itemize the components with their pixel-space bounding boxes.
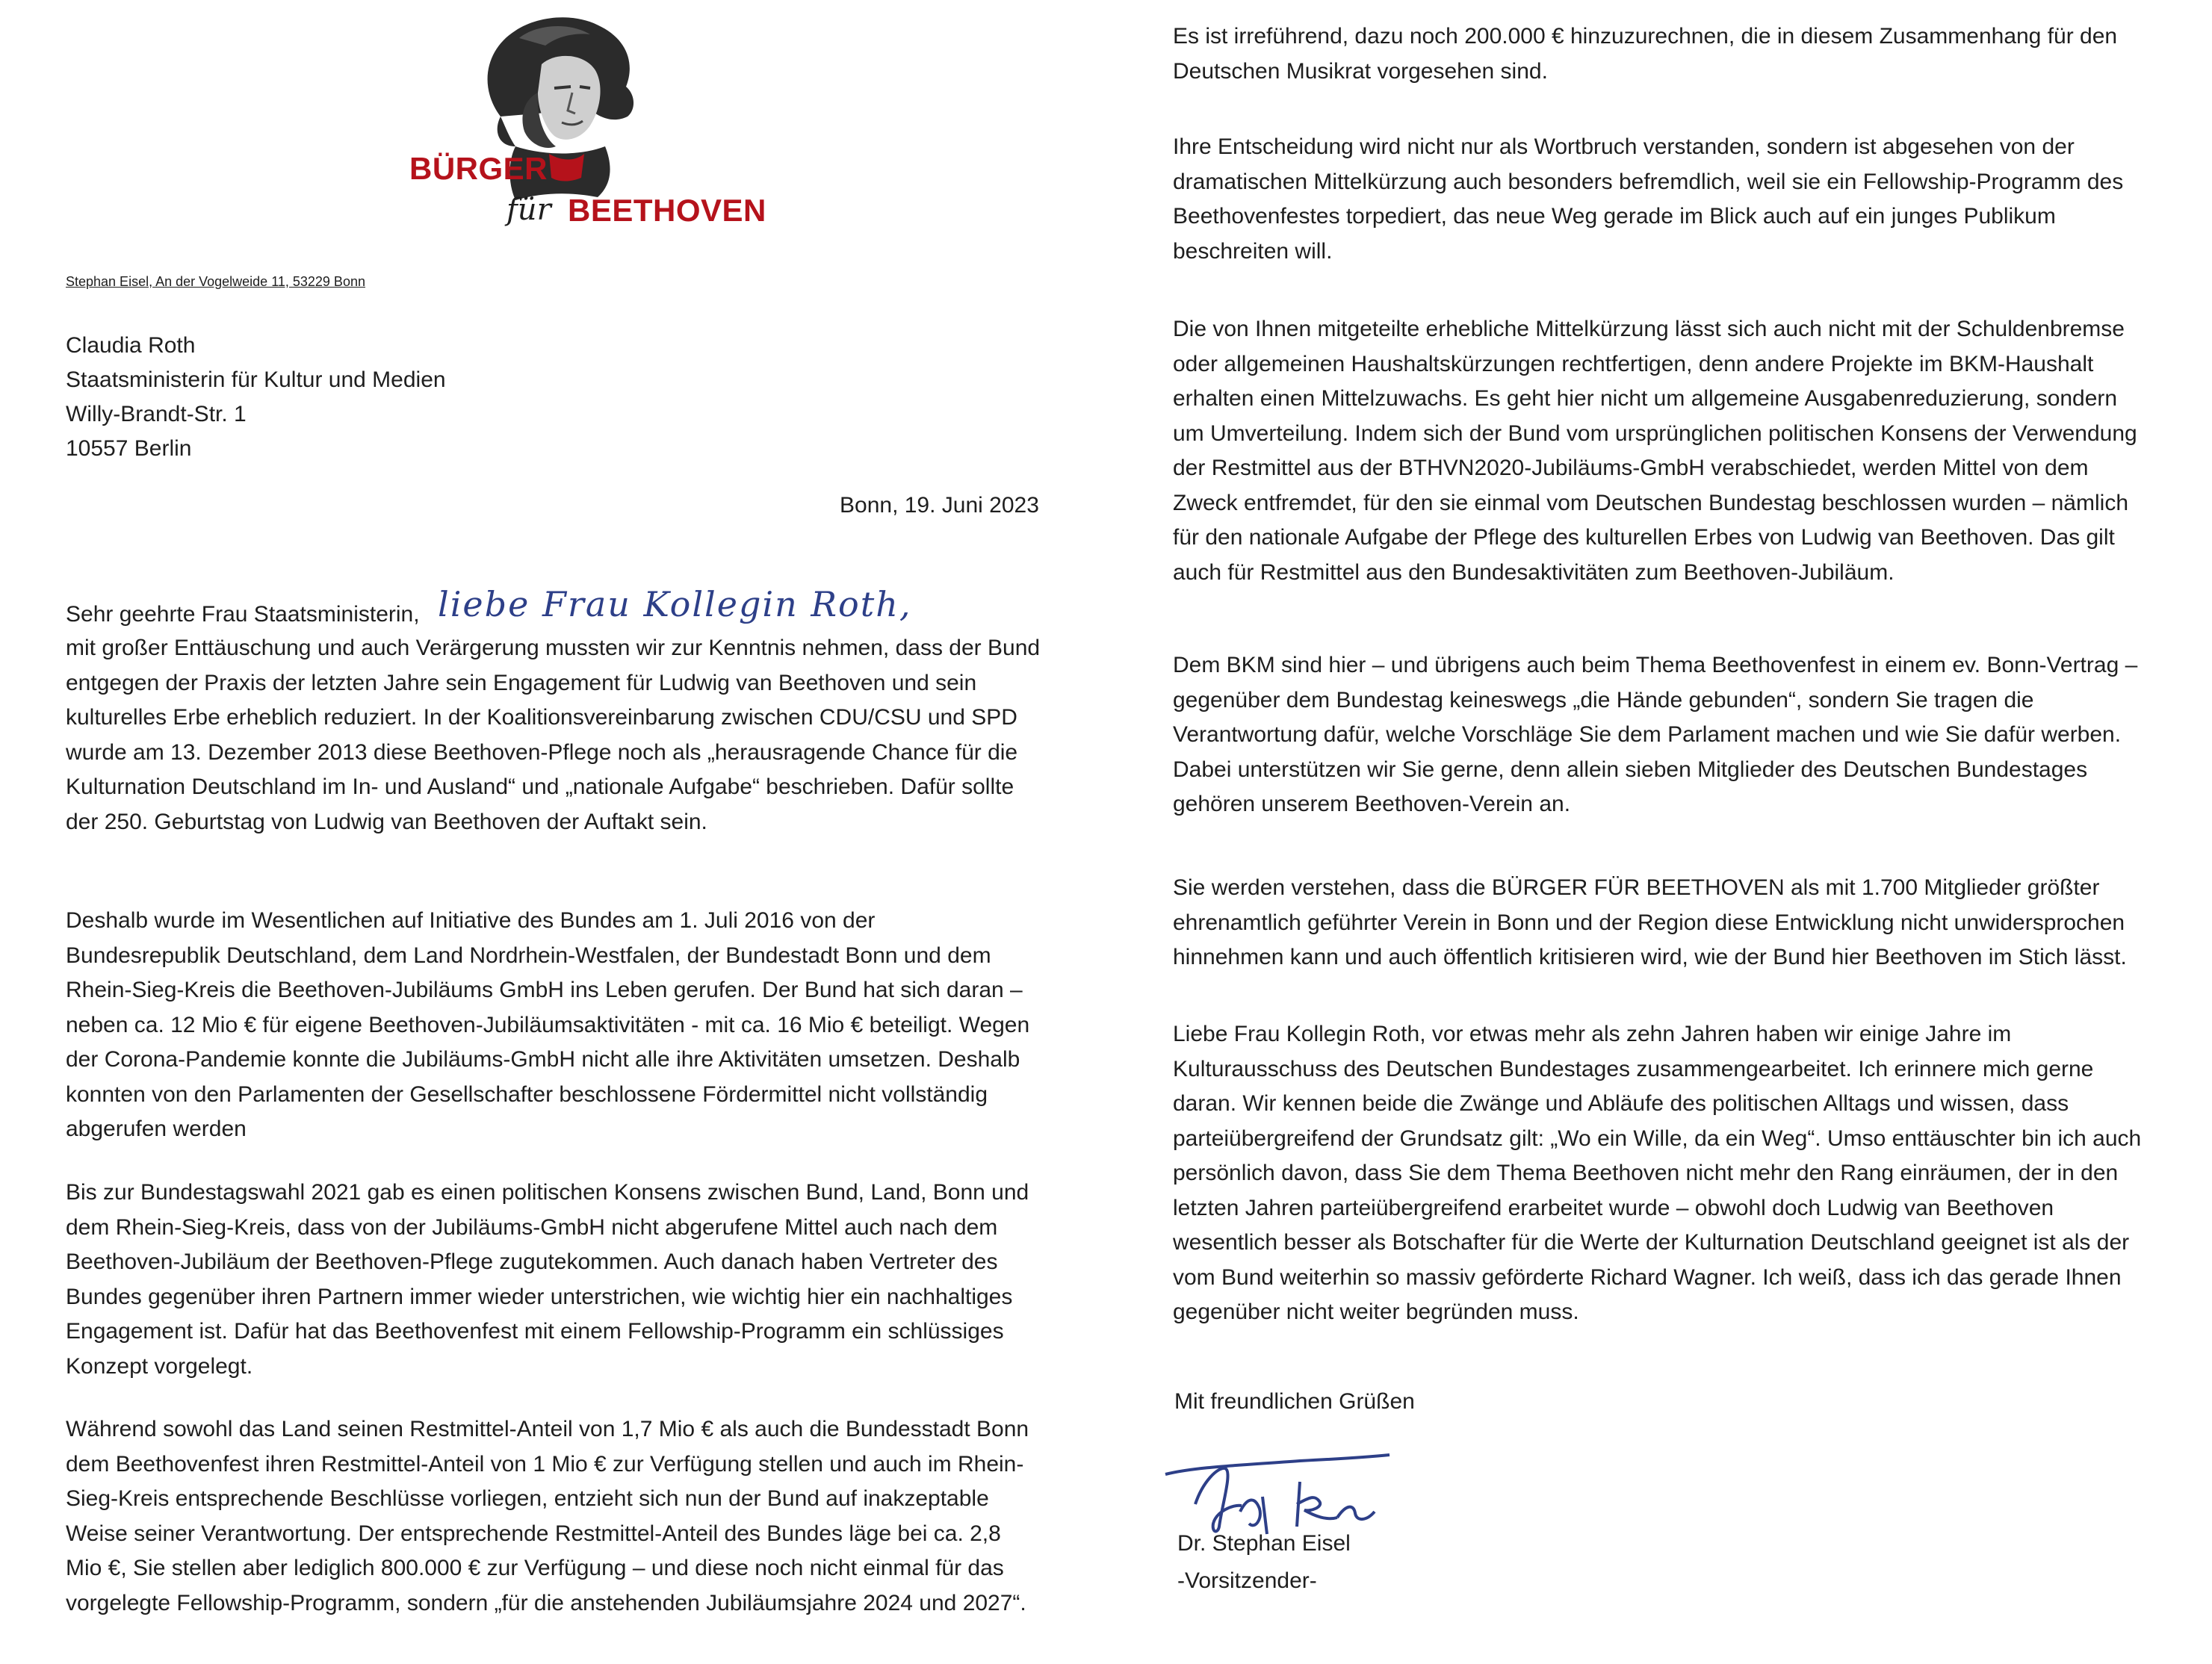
recipient-name: Claudia Roth <box>66 333 196 358</box>
text-line: für den nationale Aufgabe der Pflege des kulturellen Erbes von Ludwig van Beethoven. Das gilt <box>1173 525 2115 550</box>
text-line: Rhein-Sieg-Kreis die Beethoven-Jubiläums GmbH ins Leben gerufen. Der Bund hat sich daran – <box>66 978 1023 1002</box>
body-paragraph <box>66 631 1040 839</box>
text-line: hinnehmen kann und auch öffentlich kritisieren wird, wie der Bund hier Beethoven im Stich lässt. <box>1173 945 2127 969</box>
text-line: Kulturnation Deutschland im In- und Ausland“ und „nationale Aufgabe“ beschrieben. Dafür sollte <box>66 774 1014 799</box>
text-line: Mio €, Sie stellen aber lediglich 800.000 € zur Verfügung – und diese noch nicht einmal für das <box>66 1556 1004 1580</box>
text-line: Zweck entfremdet, für den sie einmal vom Deutschen Bundestag beschlossen wurden – nämlich <box>1173 490 2128 515</box>
text-line: Beethoven-Jubiläum der Beethoven-Pflege zugutekommen. Auch danach haben Vertreter des <box>66 1249 998 1274</box>
recipient-address <box>66 329 446 466</box>
letter-page-right <box>1106 0 2212 1664</box>
body-paragraph <box>1173 312 2137 590</box>
text-line: vom Bund weiterhin so massiv geförderte Richard Wagner. Ich weiß, dass ich das gerade Ihnen <box>1173 1264 2122 1290</box>
text-line: Es ist irreführend, dazu noch 200.000 € hinzuzurechnen, die in diesem Zusammenhang für den <box>1173 24 2118 49</box>
text-line: der Corona-Pandemie konnte die Jubiläums-GmbH nicht alle ihre Aktivitäten umsetzen. Deshalb <box>66 1047 1020 1072</box>
text-line: Während sowohl das Land seinen Restmittel-Anteil von 1,7 Mio € als auch die Bundesstadt Bonn <box>66 1417 1029 1441</box>
text-line: Bundes gegenüber ihren Partnern immer wieder unterstrichen, wie wichtig hier ein nachhaltiges <box>66 1284 1013 1309</box>
text-line: Konzept vorgelegt. <box>66 1353 253 1379</box>
text-line: dem Rhein-Sieg-Kreis, dass von der Jubiläums-GmbH nicht abgerufene Mittel auch nach dem <box>66 1214 998 1240</box>
text-line: Die von Ihnen mitgeteilte erhebliche Mittelkürzung lässt sich auch nicht mit der Schuldenbremse <box>1173 317 2125 341</box>
text-line: Dem BKM sind hier – und übrigens auch beim Thema Beethovenfest in einem ev. Bonn-Vertrag – <box>1173 653 2138 677</box>
handwritten-signature <box>1150 1452 1419 1542</box>
text-line: gegenüber dem Bundestag keineswegs „die Hände gebunden“, sondern Sie tragen die <box>1173 687 2034 713</box>
recipient-street: Willy-Brandt-Str. 1 <box>66 402 247 426</box>
text-line: Engagement ist. Dafür hat das Beethovenfest mit einem Fellowship-Programm ein schlüssiges <box>66 1319 1004 1344</box>
letter-date: Bonn, 19. Juni 2023 <box>840 493 1039 518</box>
text-line: Kulturausschuss des Deutschen Bundestages zusammengearbeitet. Ich erinnere mich gerne <box>1173 1056 2094 1081</box>
text-line: wurde am 13. Dezember 2013 diese Beethoven-Pflege noch als „herausragende Chance für die <box>66 739 1018 765</box>
text-line: entgegen der Praxis der letzten Jahre sein Engagement für Ludwig van Beethoven und sein <box>66 670 977 695</box>
signer-title: -Vorsitzender- <box>1177 1568 1317 1593</box>
text-line: Dabei unterstützen wir Sie gerne, denn allein sieben Mitglieder des Deutschen Bundestages <box>1173 757 2088 782</box>
text-line: erhalten einen Mittelzuwachs. Es geht hier nicht um allgemeine Ausgabenreduzierung, sondern <box>1173 386 2118 411</box>
text-line: oder allgemeinen Haushaltskürzungen rechtfertigen, denn andere Projekte im BKM-Haushalt <box>1173 351 2094 376</box>
text-line: persönlich davon, dass Sie dem Thema Beethoven nicht mehr den Rang einräumen, der in den <box>1173 1161 2119 1185</box>
logo-text-beethoven: BEETHOVEN <box>568 193 766 228</box>
text-line: Ihre Entscheidung wird nicht nur als Wortbruch verstanden, sondern ist abgesehen von der <box>1173 134 2075 159</box>
text-line: letzten Jahren parteiübergreifend erarbeitet wurde – obwohl doch Ludwig van Beethoven <box>1173 1195 2054 1220</box>
text-line: der Restmittel aus der BTHVN2020-Jubiläums-GmbH verabschiedet, werden Mittel von dem <box>1173 456 2089 480</box>
text-line: Weise seiner Verantwortung. Der entsprechende Restmittel-Anteil des Bundes läge bei ca. 2,8 <box>66 1521 1001 1546</box>
text-line: parteiübergreifend der Grundsatz gilt: „Wo ein Wille, da ein Weg“. Umso enttäuschter bin ich auch <box>1173 1126 2142 1151</box>
body-paragraph <box>66 1412 1029 1621</box>
text-line: dramatischen Mittelkürzung auch besonders befremdlich, weil sie ein Fellowship-Programm des <box>1173 169 2124 194</box>
salutation-handwritten: liebe Frau Kollegin Roth, <box>438 584 912 624</box>
body-paragraph <box>66 904 1029 1147</box>
body-paragraph <box>66 1176 1029 1384</box>
signer-name: Dr. Stephan Eisel <box>1177 1531 1351 1556</box>
text-line: gegenüber nicht weiter begründen muss. <box>1173 1300 1579 1324</box>
text-line: gehören unserem Beethoven-Verein an. <box>1173 792 1571 816</box>
body-paragraph <box>1173 871 2127 975</box>
text-line: neben ca. 12 Mio € für eigene Beethoven-Jubiläumsaktivitäten - mit ca. 16 Mio € beteiligt. Wegen <box>66 1012 1030 1037</box>
salutation-printed: Sehr geehrte Frau Staatsministerin, <box>66 602 420 627</box>
closing-phrase: Mit freundlichen Grüßen <box>1174 1389 1415 1414</box>
text-line: wesentlich besser als Botschafter für die Werte der Kulturnation Deutschland geeignet ist als der <box>1173 1230 2130 1255</box>
text-line: Verantwortung dafür, welche Vorschläge Sie dem Parlament machen und wie Sie dafür werben. <box>1173 722 2122 747</box>
text-line: mit großer Enttäuschung und auch Verärgerung mussten wir zur Kenntnis nehmen, dass der Bund <box>66 636 1041 660</box>
text-line: konnten von den Parlamenten der Gesellschafter beschlossene Fördermittel nicht vollständig <box>66 1081 988 1107</box>
text-line: um Umverteilung. Indem sich der Bund vom ursprünglichen politischen Konsens der Verwendung <box>1173 420 2137 446</box>
body-paragraph <box>1173 19 2117 89</box>
text-line: Beethovenfestes torpediert, das neue Weg gerade im Blick auch auf ein junges Publikum <box>1173 204 2056 229</box>
text-line: kulturelles Erbe erheblich reduziert. In der Koalitionsvereinbarung zwischen CDU/CSU und SPD <box>66 705 1017 730</box>
logo-text-fuer: für <box>506 193 551 227</box>
recipient-title: Staatsministerin für Kultur und Medien <box>66 367 446 392</box>
body-paragraph <box>1173 648 2137 822</box>
text-line: Bis zur Bundestagswahl 2021 gab es einen politischen Konsens zwischen Bund, Land, Bonn und <box>66 1180 1029 1205</box>
text-line: Liebe Frau Kollegin Roth, vor etwas mehr als zehn Jahren haben wir einige Jahre im <box>1173 1022 2012 1046</box>
text-line: abgerufen werden <box>66 1117 247 1141</box>
recipient-city: 10557 Berlin <box>66 436 192 461</box>
text-line: Bundesrepublik Deutschland, dem Land Nordrhein-Westfalen, der Bundestadt Bonn und dem <box>66 943 991 968</box>
body-paragraph <box>1173 1017 2141 1330</box>
text-line: auch für Restmittel aus den Bundesaktivitäten zum Beethoven-Jubiläum. <box>1173 559 1895 585</box>
text-line: dem Beethovenfest ihren Restmittel-Anteil von 1 Mio € zur Verfügung stellen und auch im Rhein- <box>66 1451 1024 1477</box>
body-paragraph <box>1173 130 2123 269</box>
text-line: Deutschen Musikrat vorgesehen sind. <box>1173 58 1548 84</box>
logo-text-buerger: BÜRGER <box>409 151 548 186</box>
text-line: beschreiten will. <box>1173 238 1333 264</box>
text-line: der 250. Geburtstag von Ludwig van Beethoven der Auftakt sein. <box>66 809 707 834</box>
text-line: Deshalb wurde im Wesentlichen auf Initiative des Bundes am 1. Juli 2016 von der <box>66 908 876 933</box>
text-line: daran. Wir kennen beide die Zwänge und Abläufe des politischen Alltags und wissen, dass <box>1173 1091 2069 1116</box>
text-line: Sie werden verstehen, dass die BÜRGER FÜR BEETHOVEN als mit 1.700 Mitglieder größter <box>1173 875 2100 900</box>
text-line: ehrenamtlich geführter Verein in Bonn und der Region diese Entwicklung nicht unwidersprochen <box>1173 910 2125 935</box>
text-line: vorgelegte Fellowship-Programm, sondern „für die anstehenden Jubiläumsjahre 2024 und 2027“. <box>66 1590 1026 1615</box>
text-line: Sieg-Kreis entsprechende Beschlüsse vorliegen, entzieht sich nun der Bund auf inakzeptable <box>66 1486 989 1511</box>
sender-address-line: Stephan Eisel, An der Vogelweide 11, 53229 Bonn <box>66 274 365 289</box>
